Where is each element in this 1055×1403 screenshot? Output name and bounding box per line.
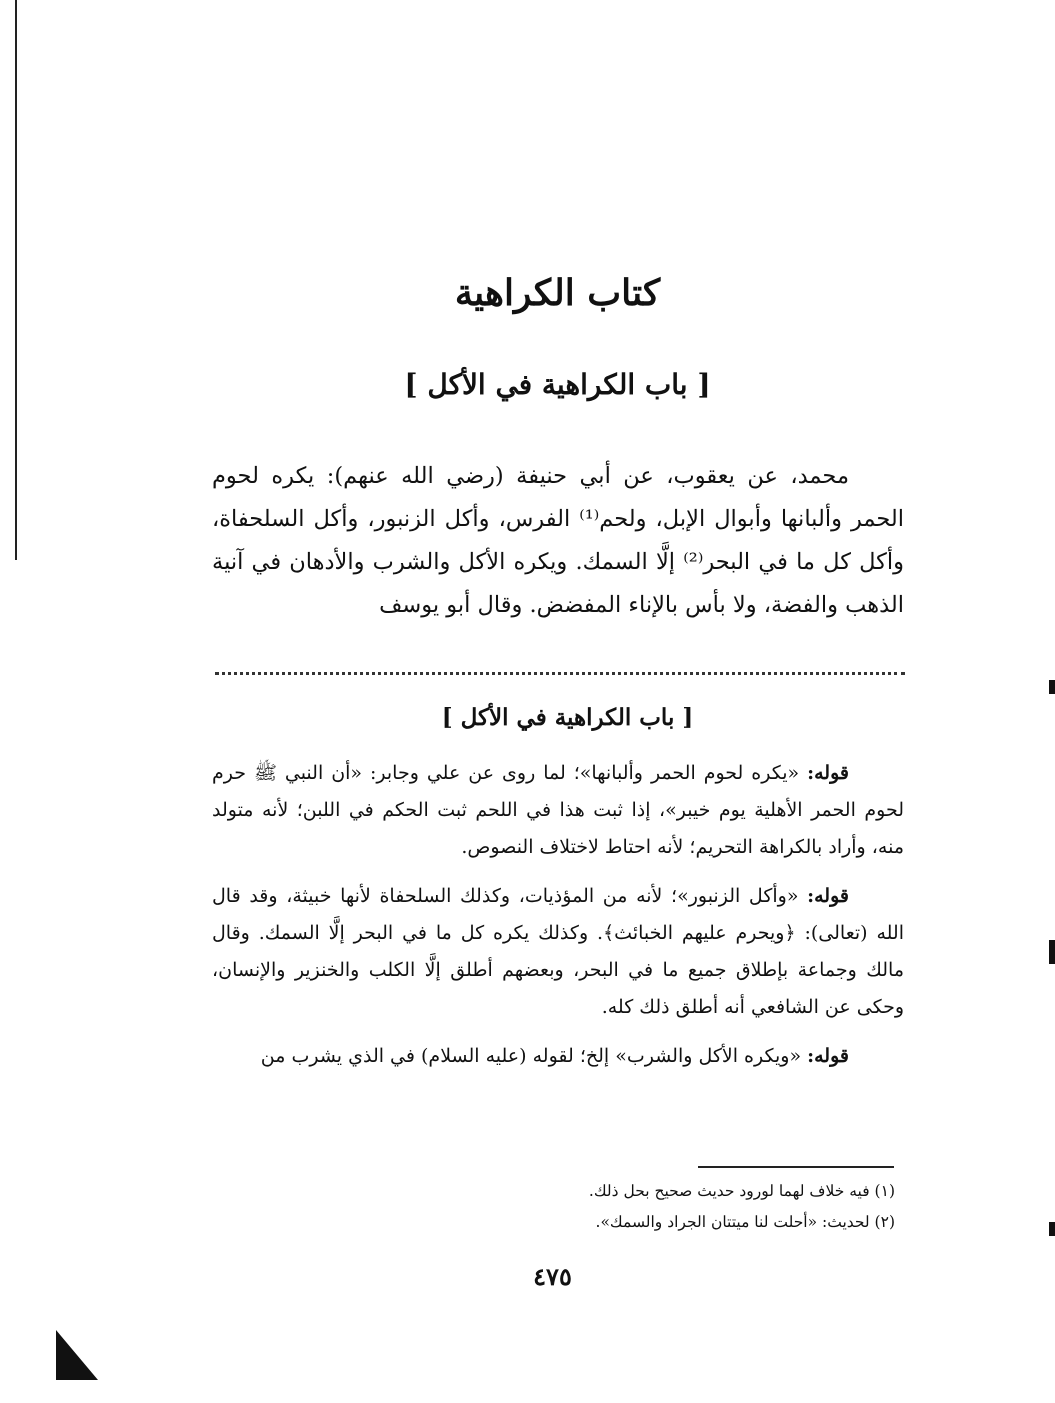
scan-edge-mark	[1049, 940, 1055, 964]
commentary-text: «وأكل الزنبور»؛ لأنه من المؤذيات، وكذلك السلحفاة لأنها خبيثة، وقد قال الله (تعالى): ﴿ويحرم عليهم الخبائث﴾. وكذلك يكره كل ما في البحر إلَّا السمك. وقال مالك وجماعة بإطلاق جميع ما في البحر، وبعضهم أطلق إلَّا الكلب والخنزير والإنسان، وحكى عن الشافعي أنه أطلق ذلك كله.	[212, 885, 904, 1018]
chapter-title: [ باب الكراهية في الأكل ]	[404, 368, 711, 401]
page-number: ٤٧٥	[533, 1262, 572, 1291]
commentary-lead: قوله:	[807, 762, 849, 784]
commentary-section	[212, 755, 904, 1087]
corner-triangle-mark	[56, 1330, 98, 1380]
scan-edge-mark	[1049, 680, 1055, 694]
footnote: (٢) لحديث: «أحلت لنا ميتتان الجراد والسمك».	[595, 1213, 895, 1231]
footnotes	[450, 1176, 895, 1238]
commentary-paragraph	[212, 1038, 904, 1075]
dotted-divider	[215, 672, 905, 675]
commentary-lead: قوله:	[807, 885, 849, 907]
commentary-text: «ويكره الأكل والشرب» إلخ؛ لقوله (عليه السلام) في الذي يشرب من	[260, 1045, 808, 1067]
commentary-heading: [ باب الكراهية في الأكل ]	[441, 704, 694, 731]
commentary-paragraph	[212, 878, 904, 1026]
scan-edge-mark	[1049, 1222, 1055, 1236]
footnote: (١) فيه خلاف لهما لورود حديث صحيح بحل ذلك.	[588, 1182, 895, 1200]
commentary-text: «يكره لحوم الحمر وألبانها»؛ لما روى عن علي وجابر: «أن النبي ﷺ حرم لحوم الحمر الأهلية يوم خيبر»، إذا ثبت هذا في اللحم ثبت الحكم في اللبن؛ لأنه متولد منه، وأراد بالكراهة التحريم؛ لأنه احتاط لاختلاف النصوص.	[212, 762, 904, 858]
footnote-separator	[698, 1166, 894, 1168]
commentary-lead: قوله:	[807, 1045, 849, 1067]
commentary-paragraph	[212, 755, 904, 866]
book-title: كتاب الكراهية	[454, 272, 661, 314]
main-text: محمد، عن يعقوب، عن أبي حنيفة (رضي الله عنهم): يكره لحوم الحمر وألبانها وأبوال الإبل، ولحم⁽¹⁾ الفرس، وأكل الزنبور، وأكل السلحفاة، وأكل كل ما في البحر⁽²⁾ إلَّا السمك. ويكره الأكل والشرب والأدهان في آنية الذهب والفضة، ولا بأس بالإناء المفضض. وقال أبو يوسف	[212, 463, 905, 618]
